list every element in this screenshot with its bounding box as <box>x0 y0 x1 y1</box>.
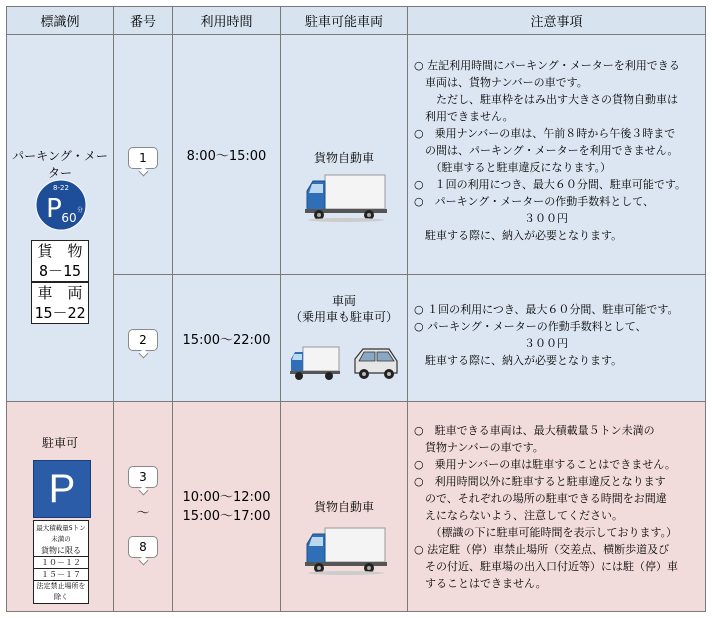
row3-number-range-tilde: ～ <box>136 506 150 521</box>
header-notes <box>407 6 706 35</box>
row1-vehicle-cell <box>280 34 408 275</box>
plate1-line2: 8－15 <box>38 262 82 280</box>
permitted-sign-label: 駐車可 <box>41 436 78 450</box>
row2-time-cell <box>172 274 281 402</box>
plate-line5: 法定禁止場所を除く <box>34 580 88 603</box>
plate-line4: １５－１７ <box>34 568 88 580</box>
row3-time1: 10:00～12:00 <box>182 489 271 505</box>
meter-sign-minutes: 60 <box>61 211 77 225</box>
row2-time: 15:00～22:00 <box>182 332 271 348</box>
p-sign-letter: P <box>48 467 76 511</box>
header-sign-example-text: 標識例 <box>40 15 80 30</box>
meter-supplementary-plate-2 <box>31 282 89 324</box>
meter-sign-cell <box>6 34 114 402</box>
row2-vehicle-cell <box>280 274 408 402</box>
row2-number: 2 <box>139 333 147 347</box>
header-usage-time <box>172 6 281 35</box>
row3-number-cell <box>113 401 173 612</box>
row1-vehicle-label: 貨物自動車 <box>313 151 374 165</box>
plate-line2: 貨物に限る <box>41 546 81 555</box>
row1-time: 8:00～15:00 <box>186 149 267 164</box>
plate1-line1: 貨 物 <box>37 242 83 260</box>
header-vehicles <box>280 6 408 35</box>
row3-vehicle-label: 貨物自動車 <box>313 500 374 514</box>
row3-number-bubble-a <box>128 466 158 488</box>
header-number <box>113 6 173 35</box>
row3-time2: 15:00～17:00 <box>182 508 271 524</box>
row2-notes-cell <box>407 274 706 402</box>
plate-line1: 最大積載量5トン未満の <box>36 524 86 543</box>
header-sign-example <box>6 6 114 35</box>
row1-number-cell <box>113 34 173 275</box>
row3-notes: ○ 駐車できる車両は、最大積載量５トン未満の 貨物ナンバーの車です。 ○ 乗用ナンバーの車は駐車することはできません。 ○ 利用時間以外に駐車すると駐車違反となります ので、それぞれの場所の駐車できる時間をお間違 えにならないよう、注意してください。 （標識の下に駐車可能時間を表示しております。） ○ 法定駐（停）車禁止場所（交差点、横断歩道及び その付近、駐車場の出入口付近等）には駐（停）車 することはできません。 <box>414 424 678 590</box>
row1-number: 1 <box>139 151 147 165</box>
meter-sign-hours: 8-22 <box>53 184 69 192</box>
row2-vehicle-line2: （乗用車も駐車可） <box>289 310 398 324</box>
row1-time-cell <box>172 34 281 275</box>
permitted-supplementary-plate <box>33 520 89 604</box>
plate-line3: １０－１２ <box>34 556 88 568</box>
row1-notes-cell <box>407 34 706 275</box>
row3-notes-cell <box>407 401 706 612</box>
parking-permitted-sign-icon <box>33 460 91 518</box>
header-usage-time-text: 利用時間 <box>200 15 253 30</box>
row3-vehicle-cell <box>280 401 408 612</box>
header-number-text: 番号 <box>129 15 156 30</box>
small-truck-icon <box>289 345 341 381</box>
row1-number-bubble <box>128 147 158 169</box>
row2-number-bubble <box>128 329 158 351</box>
row1-notes: ○ 左記利用時間にパーキング・メーターを利用できる 車両は、貨物ナンバーの車です。 ただし、駐車枠をはみ出す大きさの貨物自動車は 利用できません。 ○ 乗用ナンバーの車は、午前８時から午後３時まで の間は、パーキング・メーターを利用できません。 （駐車すると駐車違反になります。） ○ １回の利用につき、最大６０分間、駐車可能です。 ○ パーキング・メーターの作動手数料として、 ３００円 駐車する際に、納入が必要となります。 <box>414 59 687 242</box>
header-notes-text: 注意事項 <box>530 15 583 30</box>
parking-meter-sign-icon <box>35 179 87 231</box>
meter-sign-unit: 分 <box>76 207 84 214</box>
plate2-line1: 車 両 <box>37 284 83 302</box>
row2-number-cell <box>113 274 173 402</box>
row2-vehicle-label <box>281 293 407 325</box>
parking-rules-table <box>6 6 706 612</box>
passenger-car-icon <box>351 345 401 383</box>
permitted-sign-cell <box>6 401 114 612</box>
row3-time-cell <box>172 401 281 612</box>
row3-number-b: 8 <box>139 540 147 554</box>
row3-number-bubble-b <box>128 536 158 558</box>
row3-number-a: 3 <box>139 470 147 484</box>
header-vehicles-text: 駐車可能車両 <box>304 15 383 30</box>
truck-icon <box>303 173 389 223</box>
truck-icon <box>303 526 389 576</box>
meter-supplementary-plate-1 <box>31 240 89 282</box>
row2-notes: ○ １回の利用につき、最大６０分間、駐車可能です。 ○ パーキング・メーターの作動手数料として、 ３００円 駐車する際に、納入が必要となります。 <box>414 303 679 367</box>
meter-sign-p: P <box>46 194 62 224</box>
meter-sign-label: パーキング・メーター <box>12 149 108 180</box>
row2-vehicle-line1: 車両 <box>331 294 356 308</box>
plate2-line2: 15－22 <box>34 304 86 322</box>
